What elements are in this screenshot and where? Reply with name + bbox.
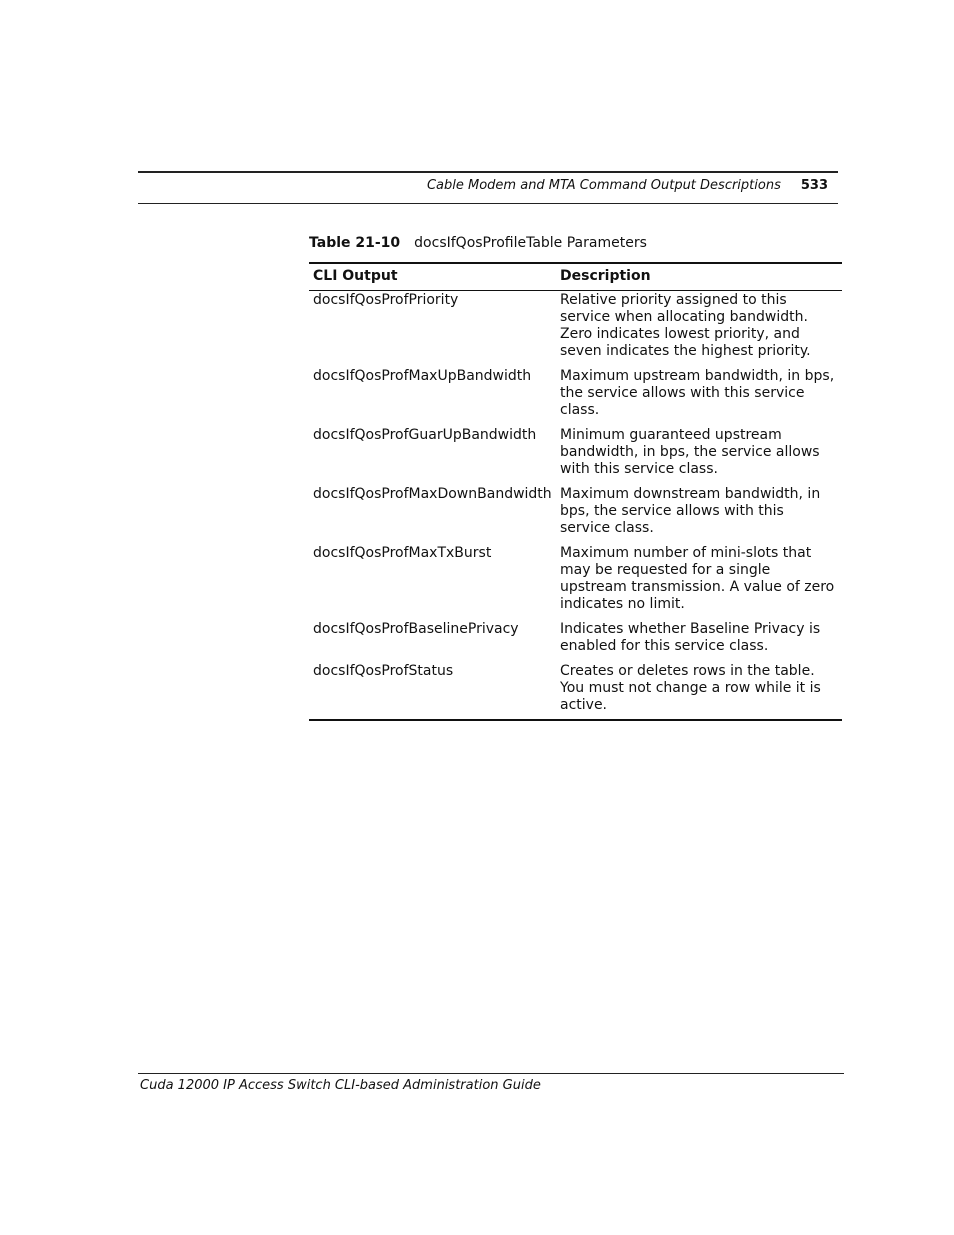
table-header-row [309,263,842,291]
description-cell: Maximum number of mini-slots that may be requested for a single upstream transmission. A value of zero indicates no limit. [560,545,835,612]
running-header [427,178,828,194]
table-caption [309,235,647,252]
cli-output-cell: docsIfQosProfMaxTxBurst [313,545,492,561]
running-header-title: Cable Modem and MTA Command Output Descriptions [426,178,781,193]
description-cell: Creates or deletes rows in the table. You must not change a row while it is active. [560,663,821,713]
cli-output-cell: docsIfQosProfStatus [313,663,454,679]
table-row [309,613,842,655]
description-cell: Minimum guaranteed upstream bandwidth, in bps, the service allows with this service class. [560,427,820,477]
parameters-table [309,262,842,721]
column-header-cli-output: CLI Output [313,268,398,284]
cli-output-cell: docsIfQosProfMaxUpBandwidth [313,368,532,384]
table-row [309,291,842,361]
header-top-rule [138,171,838,173]
description-cell: Maximum downstream bandwidth, in bps, the service allows with this service class. [560,486,821,536]
cli-output-cell: docsIfQosProfGuarUpBandwidth [313,427,537,443]
cli-output-cell: docsIfQosProfMaxDownBandwidth [313,486,552,502]
table-row [309,655,842,720]
column-header-description: Description [560,268,651,284]
table-caption-title: docsIfQosProfileTable Parameters [414,235,647,251]
description-cell: Indicates whether Baseline Privacy is enabled for this service class. [560,621,821,654]
table-row [309,360,842,419]
table-row [309,537,842,613]
description-cell: Relative priority assigned to this service when allocating bandwidth. Zero indicates lowest priority, and seven indicates the highest priority. [560,292,811,359]
page-number: 533 [800,178,828,193]
table-row [309,419,842,478]
table-row [309,478,842,537]
footer-rule [138,1073,844,1074]
description-cell: Maximum upstream bandwidth, in bps, the service allows with this service class. [560,368,835,418]
table-caption-label: Table 21-10 [309,235,401,251]
cli-output-cell: docsIfQosProfPriority [313,292,459,308]
cli-output-cell: docsIfQosProfBaselinePrivacy [313,621,519,637]
header-bottom-rule [138,203,838,204]
footer-text: Cuda 12000 IP Access Switch CLI-based Administration Guide [140,1078,541,1093]
